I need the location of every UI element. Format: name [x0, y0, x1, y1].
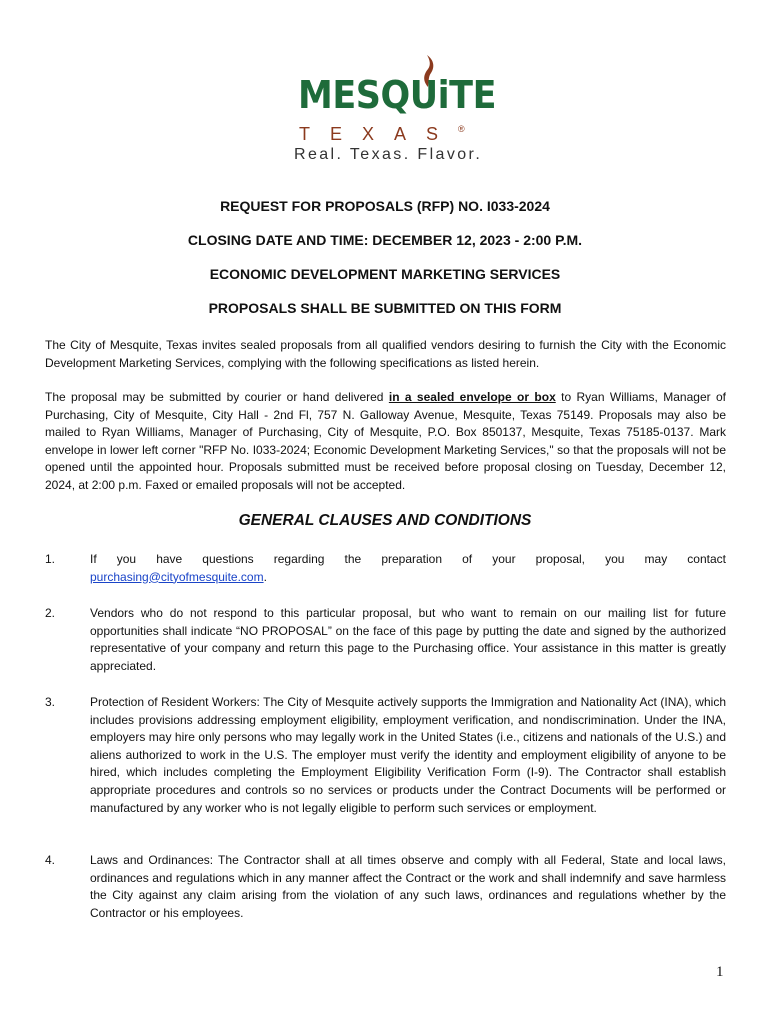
delivery-text-before: The proposal may be submitted by courier or hand delivered [45, 390, 389, 404]
submit-form-heading: PROPOSALS SHALL BE SUBMITTED ON THIS FORM [208, 300, 562, 316]
item-number: 1. [45, 552, 56, 566]
clause-resident-workers: Protection of Resident Workers: The City of Mesquite actively supports the Immigration and Nationality Act (INA), which includes provisions addressing employment eligibility, employment verification, and nondiscrimination. Under the INA, employers may hire only persons who may legally work in the United States (i.e., citizens and nationals of the U.S.) and aliens authorized to work in the U.S. The employer must verify the identity and employment eligibility of anyone to be hired, which includes completing the Employment Eligibility Verification Form (I-9). The Contractor shall establish appropriate procedures and controls so no services or products under the Contract Documents will be performed or manufactured by any worker who is not legally eligible to perform such services or employment. [90, 695, 726, 815]
logo-wordmark: MESQUiTE [298, 73, 497, 117]
closing-date-heading: CLOSING DATE AND TIME: DECEMBER 12, 2023 - 2:00 P.M. [187, 232, 583, 248]
city-logo [288, 50, 497, 168]
logo-state [299, 125, 465, 143]
clause-mailing-list: Vendors who do not respond to this particular proposal, but who want to remain on our mailing list for future opportunities shall indicate “NO PROPOSAL” on the face of this page by putting the date and signed by the authorized representative of your company and return this page to the Purchasing office. Your assistance in this matter is greatly appreciated. [90, 606, 726, 673]
clause-questions-text: If you have questions regarding the preparation of your proposal, you may contact [90, 552, 726, 566]
registered-mark: ® [458, 124, 465, 134]
intro-paragraph: The City of Mesquite, Texas invites sealed proposals from all qualified vendors desiring to furnish the City with the Economic Development Marketing Services, complying with the following specifications as listed herein. [45, 338, 726, 370]
delivery-text-after: to Ryan Williams, Manager of Purchasing, City of Mesquite, City Hall - 2nd Fl, 757 N. Galloway Avenue, Mesquite, Texas 75149. Proposals may also be mailed to Ryan Williams, Manager of Purchasing, City of Mesquite, P.O. Box 850137, Mesquite, Texas 75185-0137. Mark envelope in lower left corner "RFP No. I033-2024; Economic Development Marketing Services," so that the proposals will not be opened until the appointed hour. Proposals submitted must be received before proposal closing on Tuesday, December 12, 2024, at 2:00 p.m. Faxed or emailed proposals will not be accepted. [45, 390, 726, 492]
logo-state-text: TEXAS [299, 124, 459, 144]
page-number: 1 [716, 964, 724, 980]
clause-questions-tail: . [263, 569, 267, 584]
general-clauses-title: GENERAL CLAUSES AND CONDITIONS [238, 512, 532, 529]
item-number: 2. [45, 606, 56, 620]
clause-questions [90, 551, 726, 586]
logo-tagline: Real. Texas. Flavor. [294, 146, 483, 163]
item-number: 4. [45, 853, 56, 867]
purchasing-email-link[interactable]: purchasing@cityofmesquite.com [90, 569, 264, 584]
delivery-paragraph [45, 389, 726, 495]
service-heading: ECONOMIC DEVELOPMENT MARKETING SERVICES [209, 266, 561, 282]
delivery-emphasis: in a sealed envelope or box [388, 390, 556, 404]
clause-laws-ordinances: Laws and Ordinances: The Contractor shall at all times observe and comply with all Federal, State and local laws, ordinances and regulations which in any manner affect the Contract or the work and shall indemnify and save harmless the City against any claim arising from the violation of any such laws, ordinances and regulations whether by the Contractor or his employees. [90, 853, 726, 920]
rfp-number-heading: REQUEST FOR PROPOSALS (RFP) NO. I033-2024 [220, 198, 550, 214]
item-number: 3. [45, 695, 56, 709]
